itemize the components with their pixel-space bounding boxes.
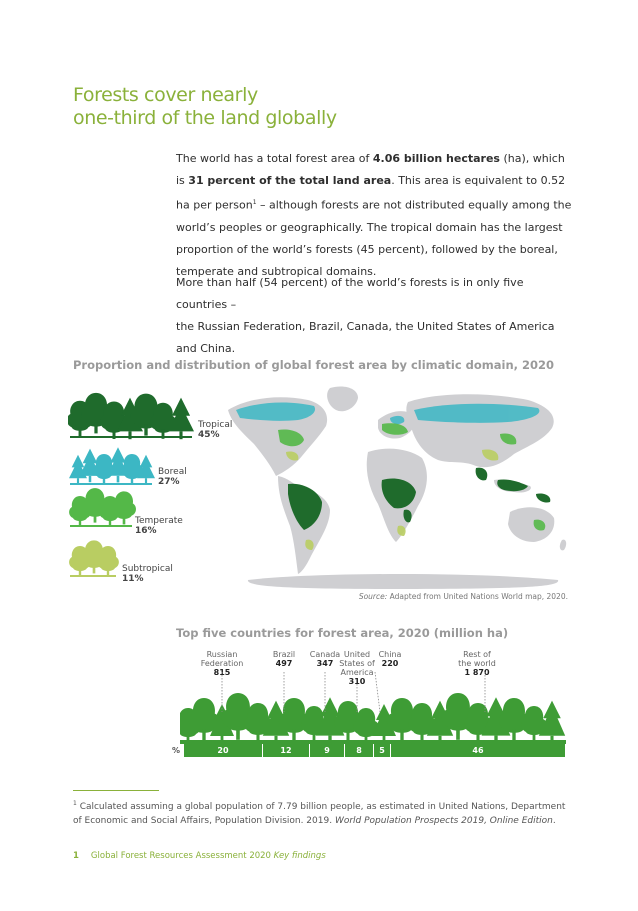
intro-text: The world has a total forest area of (176, 152, 373, 165)
pct-symbol: % (172, 746, 181, 755)
legend-temperate-pct: 16% (135, 526, 157, 536)
source-text: Adapted from United Nations World map, 2020. (387, 592, 568, 601)
page-title-line-2: one-third of the land globally (73, 107, 337, 129)
label-brazil (268, 650, 300, 668)
intro-bold-area: 4.06 billion hectares (372, 152, 500, 165)
pct-united-states: 8 (345, 744, 373, 757)
intro-line: the Russian Federation, Brazil, Canada, the United States of America (176, 320, 555, 333)
legend-tropical-name: Tropical (198, 420, 233, 430)
intro-bold-percent: 31 percent of the total land area (188, 174, 392, 187)
countries-section-heading: Top five countries for forest area, 2020 (million ha) (176, 626, 509, 640)
footnote-end: . (552, 816, 556, 826)
page-footer (73, 851, 326, 861)
label-name: America (340, 668, 374, 677)
label-china (374, 650, 406, 668)
tropical-trees-icon (68, 393, 194, 439)
pct-rest-of-world: 46 (391, 744, 565, 757)
pct-russian-federation: 20 (184, 744, 262, 757)
footnote (73, 797, 573, 828)
world-forest-map (218, 380, 578, 590)
label-name: China (378, 650, 402, 659)
label-name: Brazil (272, 650, 296, 659)
page-number: 1 (73, 851, 79, 861)
footer-italic: Key findings (273, 851, 326, 861)
legend-boreal-name: Boreal (158, 467, 187, 477)
page-title-line-1: Forests cover nearly (73, 84, 258, 106)
label-value: 815 (213, 668, 231, 677)
label-name: the world (458, 659, 496, 668)
countries-forest-strip (180, 672, 566, 744)
footnote-divider (73, 790, 159, 791)
climatic-domain-legend-trees (68, 388, 218, 588)
intro-line: and China. (176, 342, 236, 355)
subtropical-trees-icon (69, 540, 119, 577)
label-name: Federation (200, 659, 244, 668)
legend-subtropical-name: Subtropical (122, 564, 173, 574)
label-value: 1 870 (464, 668, 490, 677)
label-name: Rest of (463, 650, 491, 659)
label-name: Canada (309, 650, 341, 659)
label-canada (308, 650, 342, 668)
label-value: 347 (316, 659, 334, 668)
footnote-text: Calculated assuming a global population of 7.79 billion people, as estimated in United Nations, Department of Economic and Social Affairs, Population Division. 2019. (73, 802, 566, 826)
pct-brazil: 12 (263, 744, 309, 757)
label-name: States of (339, 659, 375, 668)
footnote-italic: World Population Prospects 2019, Online Edition (334, 816, 553, 826)
label-value: 220 (381, 659, 399, 668)
legend-boreal-pct: 27% (158, 477, 180, 487)
forest-trees-icon (180, 693, 566, 744)
label-value: 497 (275, 659, 293, 668)
map-section-heading: Proportion and distribution of global forest area by climatic domain, 2020 (73, 358, 555, 372)
intro-text: – although forests are not distributed equally among the world’s peoples or geographically. The tropical domain has the largest proportion of the world’s forests (45 percent), followed by the boreal, temperate and subtropical domains. (176, 198, 572, 278)
footnote-number: 1 (73, 800, 77, 807)
intro-paragraph-2 (176, 272, 576, 360)
legend-temperate-name: Temperate (135, 516, 183, 526)
footer-text: Global Forest Resources Assessment 2020 (90, 851, 274, 861)
map-source (359, 592, 568, 601)
intro-line: More than half (54 percent) of the world’s forests is in only five countries – (176, 276, 524, 311)
legend-subtropical (122, 564, 173, 584)
label-name: Russian (206, 650, 238, 659)
pct-canada: 9 (310, 744, 344, 757)
legend-tropical-pct: 45% (198, 430, 220, 440)
intro-text: . This area is equivalent to 0.52 ha per person (176, 174, 566, 212)
source-label: Source: (358, 592, 388, 601)
pct-china: 5 (374, 744, 390, 757)
label-name: United (343, 650, 371, 659)
intro-paragraph-1 (176, 148, 576, 283)
boreal-trees-icon (69, 447, 155, 485)
page-title (73, 84, 337, 130)
intro-text: (ha), which is (176, 152, 565, 187)
legend-boreal (158, 467, 187, 487)
footnote-ref[interactable]: 1 (252, 199, 257, 206)
legend-temperate (135, 516, 183, 536)
label-value: 310 (348, 677, 366, 686)
legend-subtropical-pct: 11% (122, 574, 144, 584)
temperate-trees-icon (69, 488, 136, 527)
